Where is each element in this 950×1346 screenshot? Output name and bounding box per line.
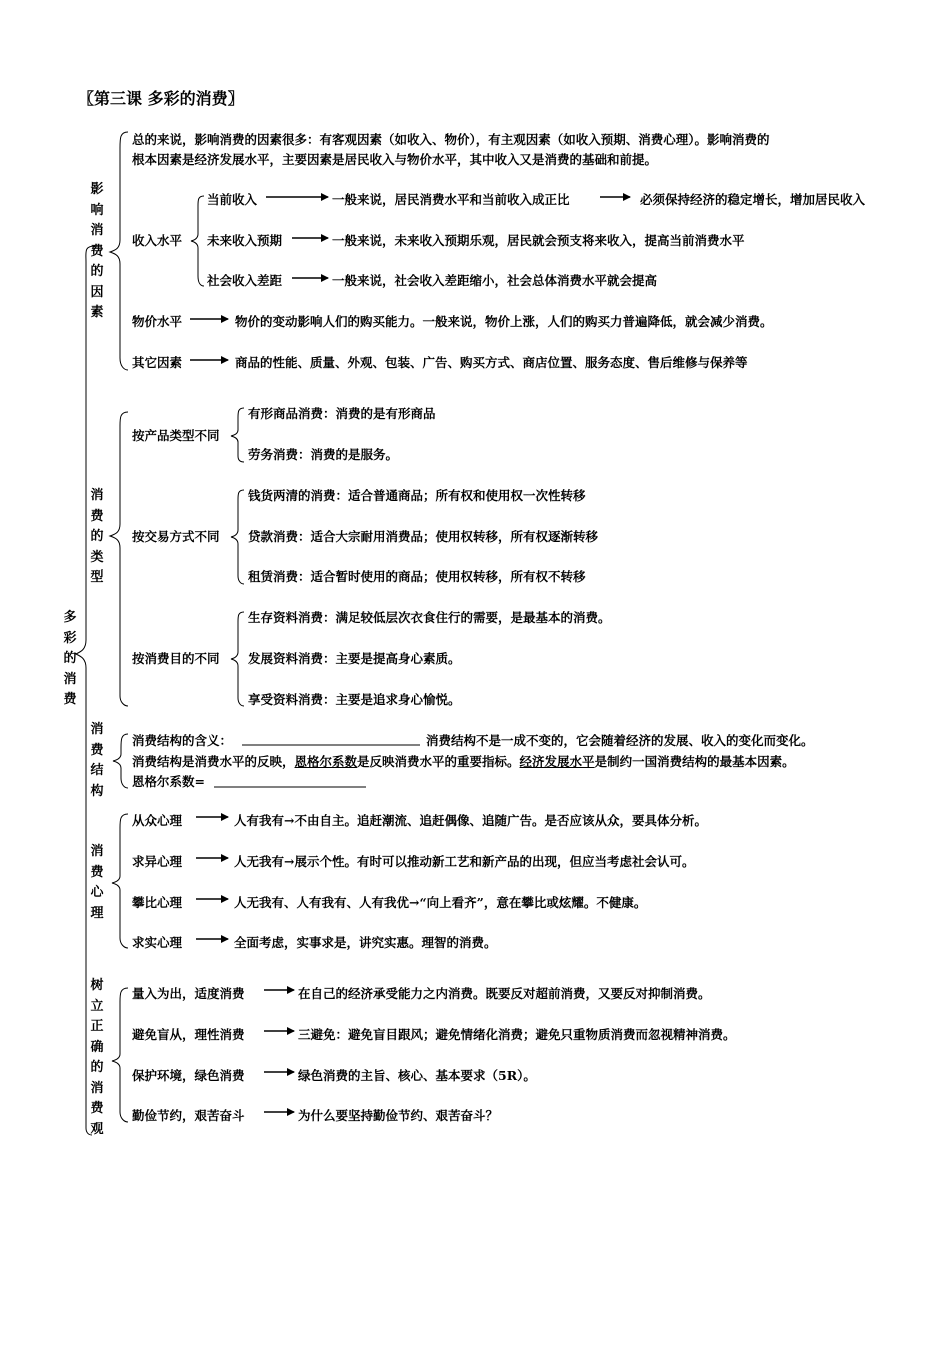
structure-meaning: 消费结构的含义： bbox=[132, 733, 233, 748]
other-label: 其它因素 bbox=[132, 355, 183, 370]
sec4-brace bbox=[112, 814, 128, 948]
loan: 贷款消费：适合大宗耐用消费品；使用权转移，所有权逐渐转移 bbox=[248, 529, 599, 544]
sec1-brace bbox=[110, 132, 128, 370]
gap-income-desc: 一般来说，社会收入差距缩小，社会总体消费水平就会提高 bbox=[332, 273, 658, 288]
sec1-summary-line2: 根本因素是经济发展水平，主要因素是居民收入与物价水平，其中收入又是消费的基础和前提。 bbox=[132, 152, 658, 167]
by-purpose: 按消费目的不同 bbox=[132, 651, 220, 666]
sec2-label: 消费的类型 bbox=[90, 488, 104, 585]
trade-brace bbox=[231, 490, 244, 584]
r2-label: 避免盲从，理性消费 bbox=[132, 1027, 245, 1042]
future-income-desc: 一般来说，未来收入预期乐观，居民就会预支将来收入，提高当前消费水平 bbox=[332, 233, 745, 248]
compare-desc: 人无我有、人有我有、人有我优→“向上看齐”，意在攀比或炫耀。不健康。 bbox=[234, 895, 647, 910]
r3-desc: 绿色消费的主旨、核心、基本要求（5R）。 bbox=[298, 1068, 536, 1083]
income-brace bbox=[191, 196, 204, 286]
compare-label: 攀比心理 bbox=[132, 895, 183, 910]
current-income-desc: 一般来说，居民消费水平和当前收入成正比 bbox=[332, 192, 570, 207]
product-brace bbox=[231, 408, 244, 462]
current-income-result: 必须保持经济的稳定增长，增加居民收入 bbox=[640, 192, 866, 207]
sec1-summary-line1: 总的来说，影响消费的因素很多：有客观因素（如收入、物价），有主观因素（如收入预期、消费心理）。影响消费的 bbox=[132, 132, 770, 147]
purpose-brace bbox=[231, 612, 244, 706]
practical-label: 求实心理 bbox=[132, 935, 183, 950]
sec3-label: 消费结构 bbox=[90, 722, 104, 799]
practical-desc: 全面考虑，实事求是，讲究实惠。理智的消费。 bbox=[234, 935, 497, 950]
future-income: 未来收入预期 bbox=[207, 233, 283, 248]
r4-label: 勤俭节约，艰苦奋斗 bbox=[132, 1108, 245, 1123]
sec1-label: 影响消费的因素 bbox=[90, 182, 104, 320]
sec4-label: 消费心理 bbox=[90, 844, 104, 921]
gap-income: 社会收入差距 bbox=[207, 273, 283, 288]
economy-term: 经济发展水平 bbox=[519, 754, 595, 769]
r1-desc: 在自己的经济承受能力之内消费。既要反对超前消费，又要反对抑制消费。 bbox=[298, 986, 711, 1001]
enjoyment: 享受资料消费：主要是追求身心愉悦。 bbox=[248, 692, 461, 707]
income-label: 收入水平 bbox=[132, 233, 183, 248]
price-desc: 物价的变动影响人们的购买能力。一般来说，物价上涨，人们的购买力普遍降低，就会减少消费。 bbox=[235, 314, 773, 329]
engel-formula: 恩格尔系数= bbox=[132, 774, 205, 789]
service: 劳务消费：消费的是服务。 bbox=[248, 447, 399, 462]
by-trade: 按交易方式不同 bbox=[132, 529, 220, 544]
by-product: 按产品类型不同 bbox=[132, 428, 220, 443]
page-title: 〖第三课 多彩的消费〗 bbox=[78, 89, 244, 108]
conform-label: 从众心理 bbox=[132, 813, 183, 828]
tangible: 有形商品消费：消费的是有形商品 bbox=[248, 406, 436, 421]
engel-term: 恩格尔系数 bbox=[294, 754, 358, 769]
r4-desc: 为什么要坚持勤俭节约、艰苦奋斗？ bbox=[298, 1108, 499, 1123]
survival: 生存资料消费：满足较低层次衣食住行的需要，是最基本的消费。 bbox=[248, 610, 611, 625]
price-label: 物价水平 bbox=[132, 314, 183, 329]
structure-meaning-tail: 消费结构不是一成不变的，它会随着经济的发展、收入的变化而变化。 bbox=[426, 733, 814, 748]
development: 发展资料消费：主要是提高身心素质。 bbox=[248, 651, 461, 666]
r2-desc: 三避免：避免盲目跟风；避免情绪化消费；避免只重物质消费而忽视精神消费。 bbox=[298, 1027, 736, 1042]
differ-desc: 人无我有→展示个性。有时可以推动新工艺和新产品的出现，但应当考虑社会认可。 bbox=[234, 854, 695, 869]
r3-label: 保护环境，绿色消费 bbox=[132, 1068, 245, 1083]
structure-line2: 消费结构是消费水平的反映，恩格尔系数是反映消费水平的重要指标。经济发展水平是制约一国消费结构的最基本因素。 bbox=[132, 754, 795, 769]
other-desc: 商品的性能、质量、外观、包装、广告、购买方式、商店位置、服务态度、售后维修与保养等 bbox=[235, 355, 748, 370]
current-income: 当前收入 bbox=[207, 192, 258, 207]
r1-label: 量入为出，适度消费 bbox=[132, 986, 245, 1001]
root-label: 多彩的消费 bbox=[63, 610, 77, 707]
sec3-brace bbox=[113, 734, 128, 788]
cash: 钱货两清的消费：适合普通商品；所有权和使用权一次性转移 bbox=[248, 488, 586, 503]
conform-desc: 人有我有→不由自主。追赶潮流、追赶偶像、追随广告。是否应该从众，要具体分析。 bbox=[234, 813, 707, 828]
sec2-brace bbox=[110, 412, 128, 706]
rent: 租赁消费：适合暂时使用的商品；使用权转移，所有权不转移 bbox=[248, 569, 586, 584]
sec5-label: 树立正确的消费观 bbox=[90, 978, 104, 1137]
sec5-brace bbox=[112, 988, 128, 1122]
differ-label: 求异心理 bbox=[132, 854, 183, 869]
